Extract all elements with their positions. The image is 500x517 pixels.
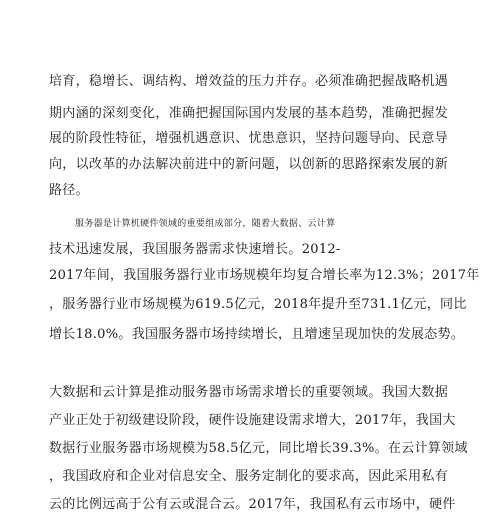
paragraph-1-line-1: 培育，稳增长、调结构、增效益的压力并存。必须准确把握战略机遇 (49, 74, 449, 89)
paragraph-2-line-1: 服务器是计算机硬件领域的重要组成部分，随着大数据、云计算 (75, 219, 336, 229)
paragraph-2-line-3: 2017年间，我国服务器行业市场规模年均复合增长率为12.3%；2017年 (49, 268, 480, 283)
paragraph-1-line-3: 展的阶段性特征，增强机遇意识、忧患意识，坚持问题导向、民意导 (49, 131, 449, 146)
paragraph-3-line-3: 数据行业服务器市场规模为58.5亿元，同比增长39.3%。在云计算领域 (49, 441, 468, 456)
paragraph-3-line-1: 大数据和云计算是推动服务器市场需求增长的重要领域。我国大数据 (49, 385, 449, 400)
paragraph-2-line-4: ，服务器行业市场规模为619.5亿元，2018年提升至731.1亿元，同比 (49, 297, 467, 312)
paragraph-3-line-5: 云的比例远高于公有云或混合云。2017年，我国私有云市场中，硬件 (49, 497, 456, 512)
paragraph-2-line-5: 增长18.0%。我国服务器市场持续增长，且增速呈现加快的发展态势。 (49, 327, 465, 342)
paragraph-3-line-4: ，我国政府和企业对信息安全、服务定制化的要求高，因此采用私有 (49, 469, 449, 484)
paragraph-1-line-4: 向，以改革的办法解决前进中的新问题，以创新的思路探索发展的新 (49, 157, 449, 172)
paragraph-2-line-2: 技术迅速发展，我国服务器需求快速增长。2012- (49, 242, 341, 257)
paragraph-1-line-2: 期内涵的深刻变化，准确把握国际国内发展的基本趋势，准确把握发 (49, 106, 449, 121)
paragraph-3-line-2: 产业正处于初级建设阶段，硬件设施建设需求增大，2017年，我国大 (49, 413, 456, 428)
paragraph-1-line-5: 路径。 (49, 183, 89, 198)
